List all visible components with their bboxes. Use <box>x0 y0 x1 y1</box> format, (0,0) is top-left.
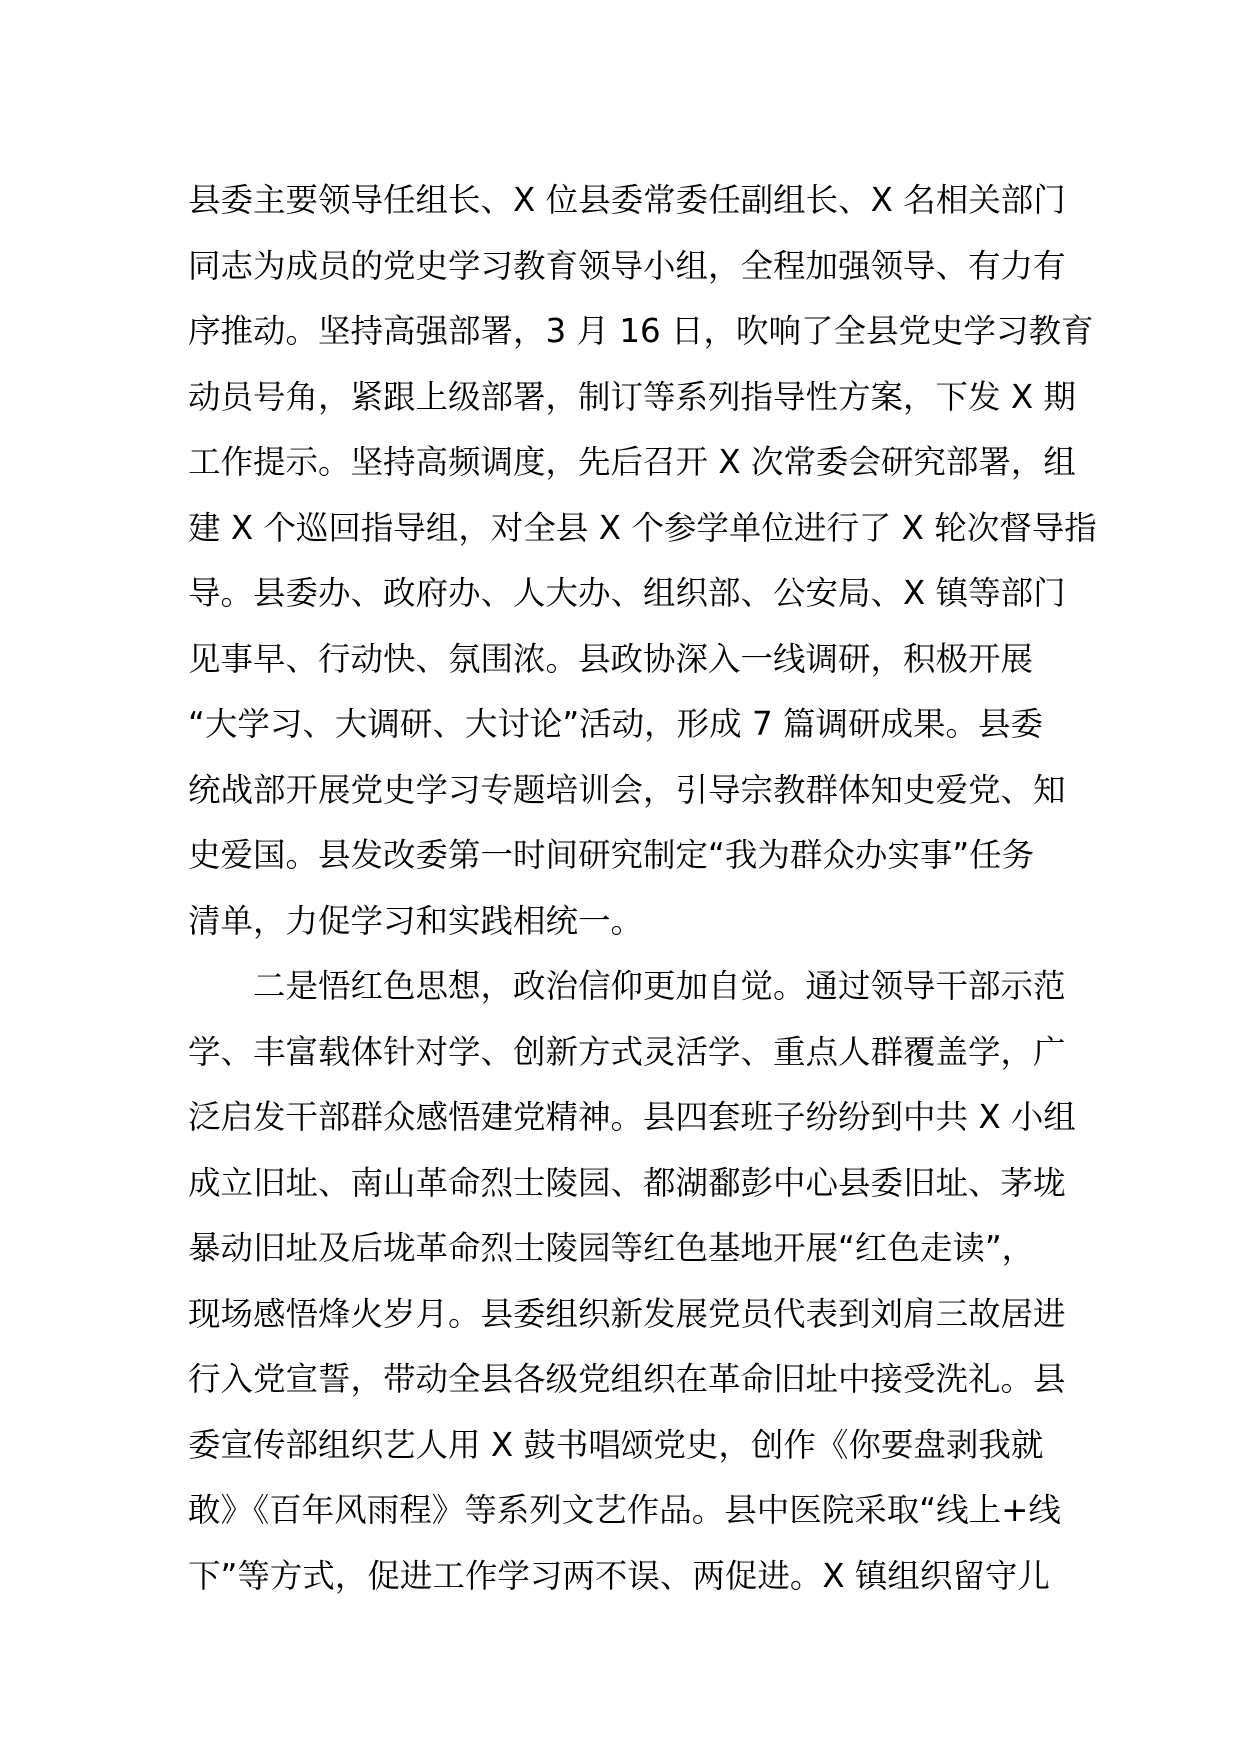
document-body <box>188 168 1097 1609</box>
paragraph-line: 工作提示。坚持高频调度，先后召开 X 次常委会研究部署，组 <box>188 443 1076 481</box>
paragraph-line: 学、丰富载体针对学、创新方式灵活学、重点人群覆盖学，广 <box>188 1032 1066 1071</box>
paragraph-line: 二是悟红色思想，政治信仰更加自觉。通过领导干部示范 <box>253 967 1066 1005</box>
paragraph-line: 县委主要领导任组长、X 位县委常委任副组长、X 名相关部门 <box>188 181 1066 219</box>
paragraph-line: 行入党宣誓，带动全县各级党组织在革命旧址中接受洗礼。县 <box>188 1360 1066 1398</box>
paragraph-line: 泛启发干部群众感悟建党精神。县四套班子纷纷到中共 X 小组 <box>188 1098 1076 1136</box>
paragraph-line: 清单，力促学习和实践相统一。 <box>188 901 644 940</box>
paragraph-line: 建 X 个巡回指导组，对全县 X 个参学单位进行了 X 轮次督导指 <box>188 508 1097 547</box>
paragraph-line: 下”等方式，促进工作学习两不误、两促进。X 镇组织留守儿 <box>188 1556 1050 1595</box>
paragraph-line: 序推动。坚持高强部署，3 月 16 日，吹响了全县党史学习教育 <box>188 312 1094 350</box>
paragraph-line: 委宣传部组织艺人用 X 鼓书唱颂党史，创作《你要盘剥我就 <box>188 1425 1044 1464</box>
paragraph-line: “大学习、大调研、大讨论”活动，形成 7 篇调研成果。县委 <box>188 705 1044 743</box>
paragraph-1 <box>188 168 1097 954</box>
paragraph-line: 统战部开展党史学习专题培训会，引导宗教群体知史爱党、知 <box>188 770 1066 809</box>
paragraph-line: 史爱国。县发改委第一时间研究制定“我为群众办实事”任务 <box>188 836 1035 874</box>
paragraph-line: 动员号角，紧跟上级部署，制订等系列指导性方案，下发 X 期 <box>188 377 1076 416</box>
paragraph-line: 现场感悟烽火岁月。县委组织新发展党员代表到刘肩三故居进 <box>188 1294 1066 1333</box>
paragraph-line: 暴动旧址及后垅革命烈士陵园等红色基地开展“红色走读”， <box>188 1229 1035 1267</box>
paragraph-line: 导。县委办、政府办、人大办、组织部、公安局、X 镇等部门 <box>188 574 1066 612</box>
paragraph-line: 同志为成员的党史学习教育领导小组，全程加强领导、有力有 <box>188 246 1066 285</box>
paragraph-line: 敢》《百年风雨程》等系列文艺作品。县中医院采取“线上+线 <box>188 1491 1061 1529</box>
paragraph-2 <box>188 954 1076 1609</box>
paragraph-line: 见事早、行动快、氛围浓。县政协深入一线调研，积极开展 <box>188 639 1034 678</box>
paragraph-line: 成立旧址、南山革命烈士陵园、都湖鄱彭中心县委旧址、茅垅 <box>188 1163 1066 1202</box>
